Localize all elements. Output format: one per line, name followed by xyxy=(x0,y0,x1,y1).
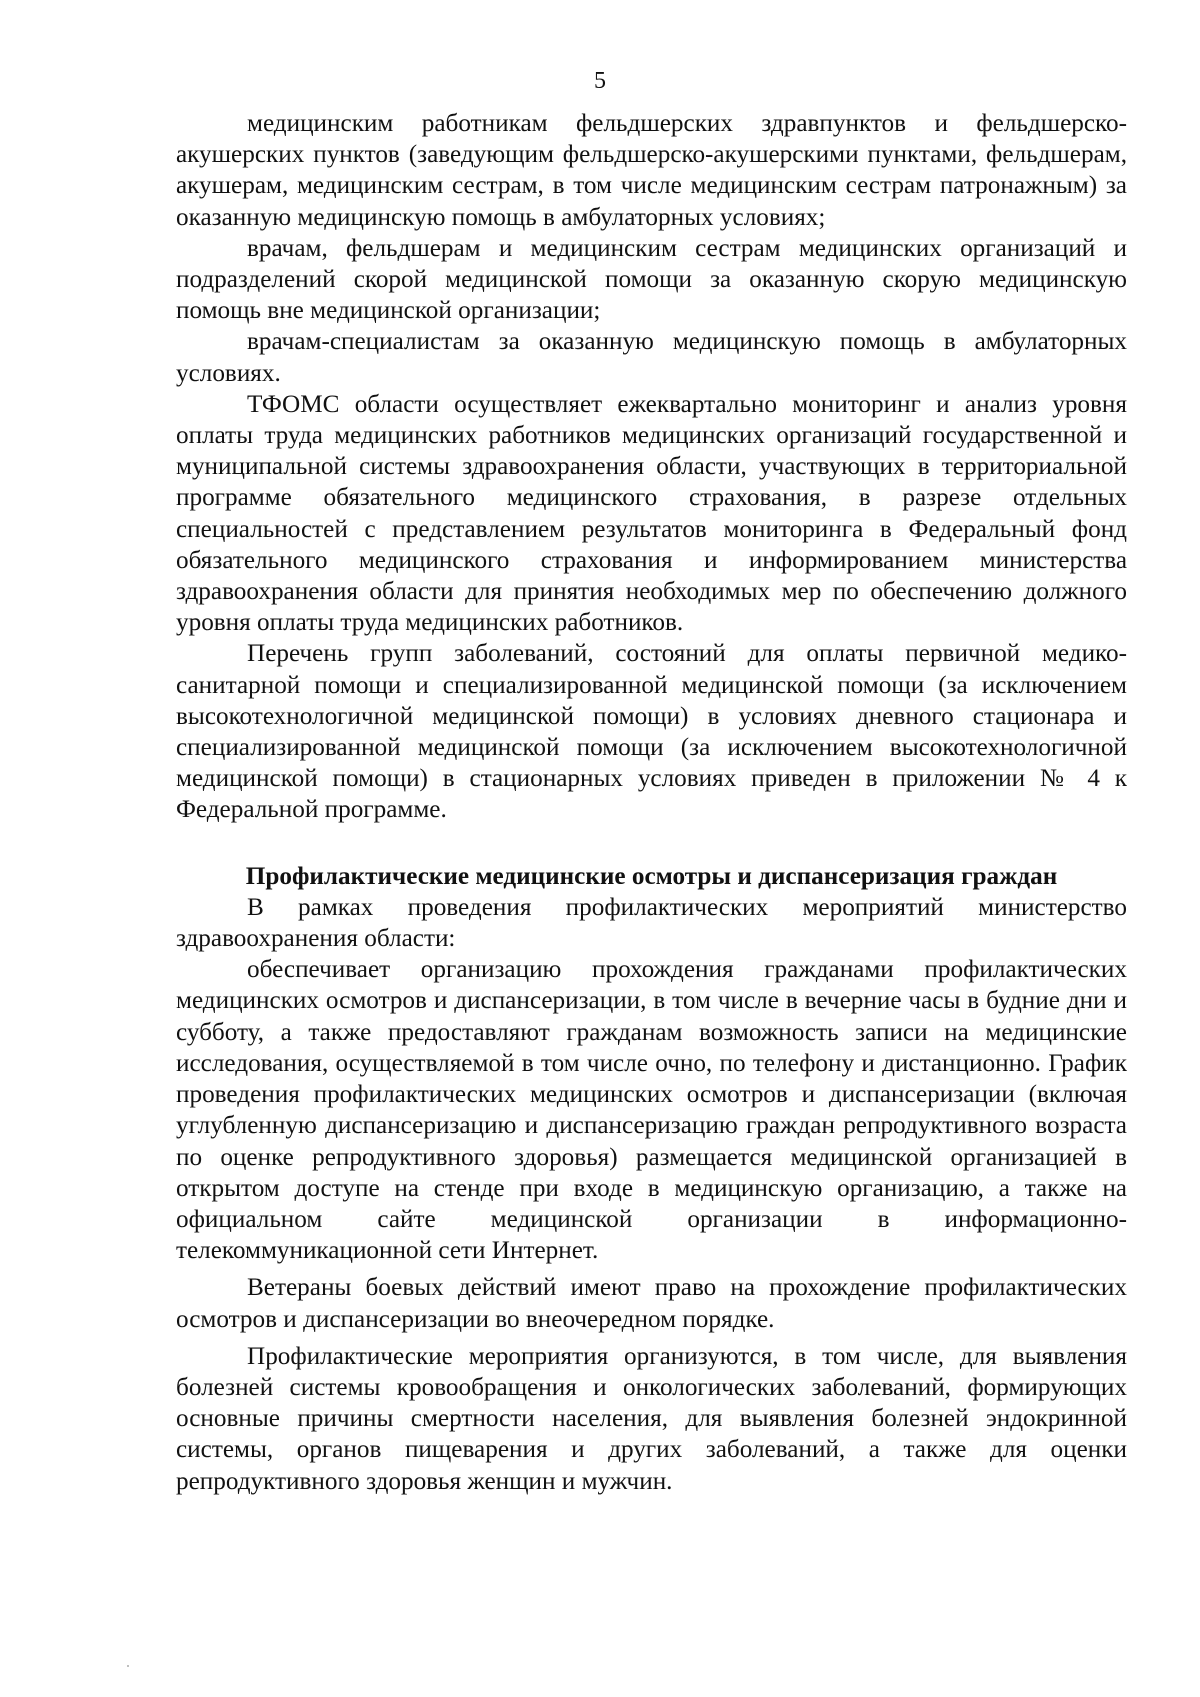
paragraph-organization-of-checkups: обеспечивает организацию прохождения гражданами профилактических медицинских осмотров и диспансеризации, в том числе в вечерние часы в будние дни и субботу, а также предоставляют гражданам возможность записи на медицинские исследования, осуществляемой в том числе очно, по телефону и дистанционно. График проведения профилактических медицинских осмотров и диспансеризации (включая углубленную диспансеризацию и диспансеризацию граждан репродуктивного возраста по оценке репродуктивного здоровья) размещается медицинской организацией в открытом доступе на стенде при входе в медицинскую организацию, а также на официальном сайте медицинской организации в информационно-телекоммуникационной сети Интернет. xyxy=(176,956,1127,1265)
paragraph-feldsher-payment: медицинским работникам фельдшерских здравпунктов и фельдшерско-акушерских пунктов (заведующим фельдшерско-акушерскими пунктами, фельдшерам, акушерам, медицинским сестрам, в том числе медицинским сестрам патронажным) за оказанную медицинскую помощь в амбулаторных условиях; xyxy=(176,110,1127,231)
section-heading: Профилактические медицинские осмотры и диспансеризация граждан xyxy=(245,862,1058,890)
paragraph-veterans: Ветераны боевых действий имеют право на прохождение профилактических осмотров и диспансеризации во внеочередном порядке. xyxy=(176,1274,1127,1333)
paragraph-emergency-payment: врачам, фельдшерам и медицинским сестрам медицинских организаций и подразделений скорой медицинской помощи за оказанную скорую медицинскую помощь вне медицинской организации; xyxy=(176,234,1127,325)
paragraph-preventive-measures: Профилактические мероприятия организуются, в том числе, для выявления болезней системы кровообращения и онкологических заболеваний, формирующих основные причины смертности населения, для выявления болезней эндокринной системы, органов пищеварения и других заболеваний, а также для оценки репродуктивного здоровья женщин и мужчин. xyxy=(176,1342,1127,1495)
scan-artifact xyxy=(127,1665,129,1667)
paragraph-tfoms-monitoring: ТФОМС области осуществляет ежеквартально мониторинг и анализ уровня оплаты труда медицинских работников медицинских организаций государственной и муниципальной системы здравоохранения области, участвующих в территориальной программе обязательного медицинского страхования, в разрезе отдельных специальностей с представлением результатов мониторинга в Федеральный фонд обязательного медицинского страхования и информированием министерства здравоохранения области для принятия необходимых мер по обеспечению должного уровня оплаты труда медицинских работников. xyxy=(176,390,1127,637)
paragraph-disease-groups: Перечень групп заболеваний, состояний для оплаты первичной медико-санитарной помощи и специализированной медицинской помощи (за исключением высокотехнологичной медицинской помощи) в условиях дневного стационара и специализированной медицинской помощи (за исключением высокотехнологичной медицинской помощи) в стационарных условиях приведен в приложении № 4 к Федеральной программе. xyxy=(176,640,1127,824)
document-body xyxy=(176,108,1127,1497)
page-number: 5 xyxy=(594,68,606,94)
paragraph-specialist-payment: врачам-специалистам за оказанную медицинскую помощь в амбулаторных условиях. xyxy=(176,328,1127,387)
paragraph-ministry-intro: В рамках проведения профилактических мероприятий министерство здравоохранения области: xyxy=(176,893,1127,953)
